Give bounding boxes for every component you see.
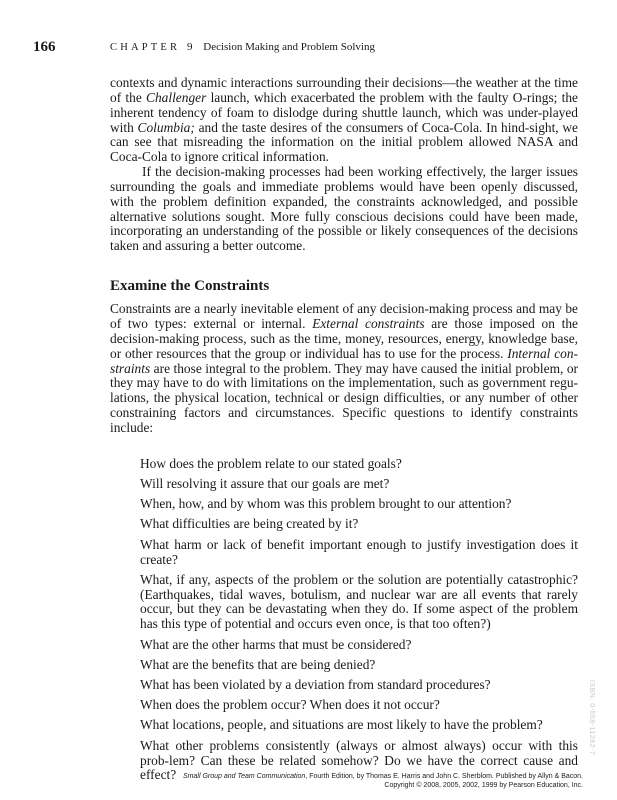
paragraph-effective-processes: If the decision-making processes had been working effectively, the larger issues surrounding the goals and immediate problems would have been openly discussed, with the problem definition expanded, the constraints acknowledged, and possible alternative solutions sought. More fully conscious decisions could have been made, incorporating an understanding of the possible or likely consequences of the decisions taken and assuring a better outcome. xyxy=(110,164,578,254)
list-item: What difficulties are being created by it? xyxy=(140,516,359,532)
list-item: Will resolving it assure that our goals are met? xyxy=(140,475,390,491)
list-item: What locations, people, and situations are most likely to have the problem? xyxy=(140,717,543,733)
text-run: launch, which exacerbated the problem with the faulty O-rings; the inherent tendency of foam to dislodge during shuttle launch, which was under-played with xyxy=(110,89,578,135)
section-heading: Examine the Constraints xyxy=(110,278,270,295)
list-item: What has been violated by a deviation from standard procedures? xyxy=(140,676,491,692)
footer-line-2: Copyright © 2008, 2005, 2002, 1999 by Pearson Education, Inc. xyxy=(384,782,583,789)
text-run: are those integral to the problem. They may have caused the initial problem, or they may have to do with limitations on the implementation, such as government regu-lations, the physical location, technical or design difficulties, or any number of other constraining factors and circumstances. Specific questions to identify constraints include: xyxy=(110,360,578,435)
paragraph-continued xyxy=(110,76,578,165)
running-head xyxy=(110,41,375,53)
footer-text: , Fourth Edition, by Thomas E. Harris and John C. Sherblom. Published by Allyn & Bacon. xyxy=(305,773,583,780)
list-item: What are the other harms that must be considered? xyxy=(140,636,412,652)
chapter-title: Decision Making and Problem Solving xyxy=(203,41,375,53)
emphasis-challenger: Challenger xyxy=(146,89,207,105)
text-run: are those imposed on the decision-making process, such as the time, money, resources, energy, knowledge base, or other resources that the group or individual has to use for the process. xyxy=(110,315,578,361)
footer-line-1 xyxy=(183,772,583,781)
text-run: contexts and dynamic interactions surrounding their decisions—the weather at the time of the xyxy=(110,75,578,105)
chapter-label: CHAPTER xyxy=(110,42,181,53)
paragraph-constraints-intro xyxy=(110,302,578,436)
page-number: 166 xyxy=(33,39,56,55)
list-item: What other problems consistently (always or almost always) occur with this prob-lem? Can these be related somehow? Do we have the correct cause and effect? xyxy=(140,737,578,783)
list-item: When, how, and by whom was this problem brought to our attention? xyxy=(140,496,512,512)
list-item: How does the problem relate to our stated goals? xyxy=(140,455,402,471)
constraint-questions-list xyxy=(110,457,578,783)
isbn-side-note: ISBN: 0-558-11282-7 xyxy=(588,680,595,756)
book-title: Small Group and Team Communication xyxy=(183,773,306,780)
copyright-footer xyxy=(183,772,583,790)
term-internal-constraints: Internal con-straints xyxy=(110,345,579,376)
emphasis-columbia: Columbia; xyxy=(137,119,195,135)
text-run: and the taste desires of the consumers of Coca-Cola. In hind-sight, we can see that misreading the information on the initial problem allowed NASA and Coca-Cola to ignore critical information. xyxy=(110,119,579,165)
page-body xyxy=(110,76,578,789)
list-item: When does the problem occur? When does it not occur? xyxy=(140,697,440,713)
list-item: What harm or lack of benefit important enough to justify investigation does it create? xyxy=(140,536,578,567)
list-item: What are the benefits that are being denied? xyxy=(140,656,376,672)
text-run: Constraints are a nearly inevitable element of any decision-making process and may be of two types: external or internal. xyxy=(110,301,578,331)
list-item: What, if any, aspects of the problem or the solution are potentially catastrophic? (Earthquakes, tidal waves, botulism, and nuclear war are all events that rarely occur, but they can be devastating when they do. If some aspect of the problem has this type of potential and occurs even once, is that too often?) xyxy=(140,571,578,632)
chapter-number: 9 xyxy=(187,41,193,53)
term-external-constraints: External constraints xyxy=(312,315,425,331)
